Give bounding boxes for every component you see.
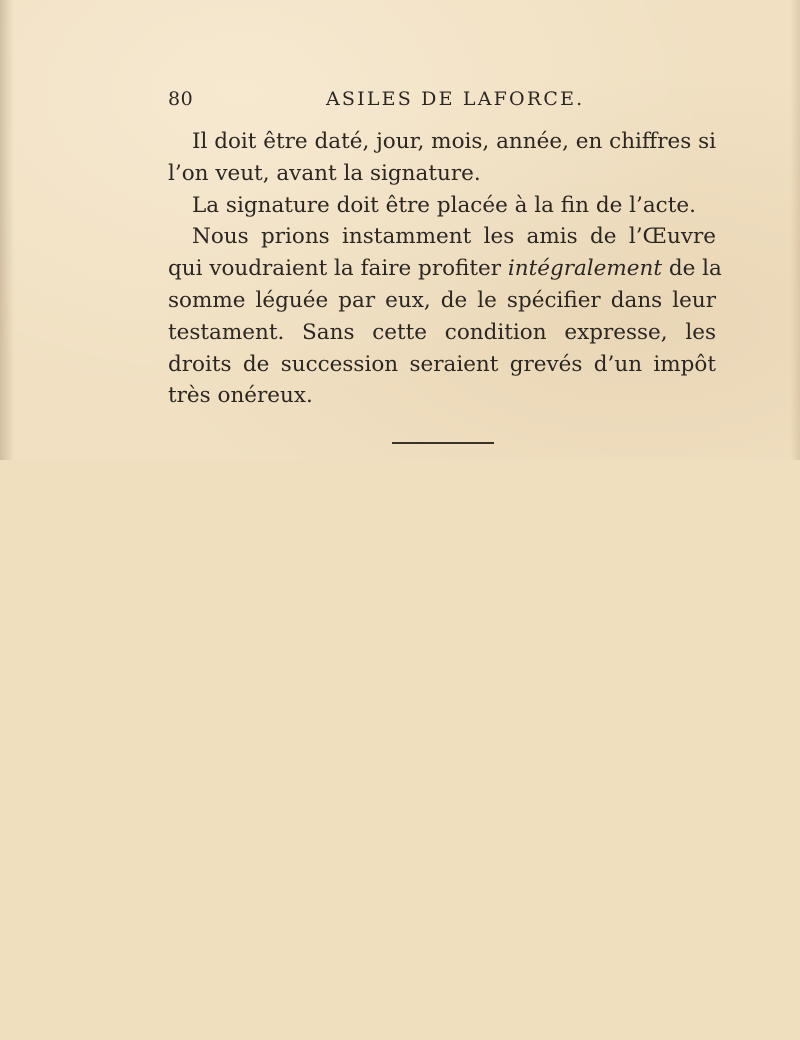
text-line: testament. Sans cette condition expresse, les <box>168 319 716 345</box>
text-line: Nous prions instamment les amis de l’Œuvre <box>192 224 716 250</box>
blank-scan-area <box>0 460 800 1040</box>
text-line: somme léguée par eux, de le spécifier dans leur <box>168 287 716 313</box>
text-segment: de la <box>662 256 722 282</box>
text-line: Il doit être daté, jour, mois, année, en chiffres si <box>192 129 716 154</box>
body-text <box>168 126 722 412</box>
text-line: droits de succession seraient grevés d’un impôt <box>168 351 716 377</box>
running-title: ASILES DE LAFORCE. <box>326 88 585 110</box>
text-line-with-emphasis <box>168 253 722 285</box>
text-line: La signature doit être placée à la fin de l’acte. <box>192 192 696 218</box>
book-page <box>0 0 800 460</box>
text-segment: qui voudraient la faire profiter <box>168 256 508 282</box>
gutter-shadow <box>0 0 14 460</box>
page-edge-shadow <box>790 0 800 460</box>
emphasized-word: intégralement <box>507 256 663 282</box>
page-number: 80 <box>168 88 194 110</box>
text-line: l’on veut, avant la signature. <box>168 160 481 186</box>
section-divider-rule <box>392 442 494 444</box>
page-header <box>168 88 728 118</box>
text-line: très onéreux. <box>168 383 313 409</box>
